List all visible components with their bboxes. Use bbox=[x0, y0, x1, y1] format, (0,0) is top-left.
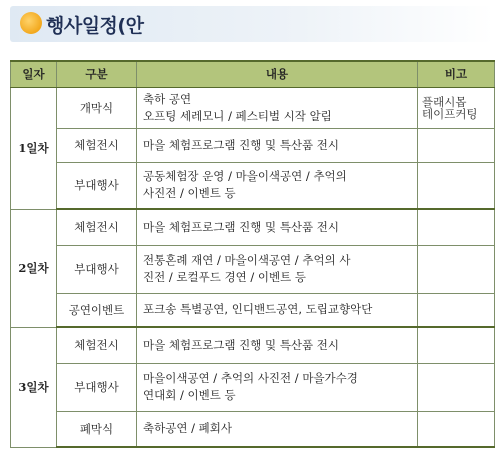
table-row bbox=[11, 363, 495, 411]
note-cell bbox=[418, 411, 495, 447]
table-row bbox=[11, 162, 495, 209]
content-cell: 마을 체험프로그램 진행 및 특산품 전시 bbox=[137, 327, 418, 363]
note-cell: 플래시몹 테이프커팅 bbox=[418, 87, 495, 128]
header-category: 구분 bbox=[57, 61, 137, 87]
day-label: 1일차 bbox=[11, 87, 57, 209]
content-cell: 포크송 특별공연, 인디밴드공연, 도립교향악단 bbox=[137, 293, 418, 327]
table-row bbox=[11, 293, 495, 327]
note-cell bbox=[418, 245, 495, 293]
note-cell bbox=[418, 128, 495, 162]
table-row bbox=[11, 209, 495, 245]
note-cell bbox=[418, 293, 495, 327]
category-cell: 체험전시 bbox=[57, 209, 137, 245]
content-cell: 축하공연 / 폐회사 bbox=[137, 411, 418, 447]
content-cell: 공동체험장 운영 / 마을이색공연 / 추억의 사진전 / 이벤트 등 bbox=[137, 162, 418, 209]
category-cell: 공연이벤트 bbox=[57, 293, 137, 327]
category-cell: 부대행사 bbox=[57, 363, 137, 411]
header-row bbox=[11, 61, 495, 87]
table-row bbox=[11, 245, 495, 293]
note-cell bbox=[418, 162, 495, 209]
content-cell: 마을 체험프로그램 진행 및 특산품 전시 bbox=[137, 209, 418, 245]
header-day: 일자 bbox=[11, 61, 57, 87]
schedule-table bbox=[10, 60, 495, 448]
table-row bbox=[11, 87, 495, 128]
category-cell: 체험전시 bbox=[57, 128, 137, 162]
table-row bbox=[11, 128, 495, 162]
day-label: 3일차 bbox=[11, 327, 57, 447]
note-cell bbox=[418, 327, 495, 363]
header-content: 내용 bbox=[137, 61, 418, 87]
note-cell bbox=[418, 209, 495, 245]
day-label: 2일차 bbox=[11, 209, 57, 327]
category-cell: 체험전시 bbox=[57, 327, 137, 363]
category-cell: 부대행사 bbox=[57, 162, 137, 209]
content-cell: 마을이색공연 / 추억의 사진전 / 마을가수경 연대회 / 이벤트 등 bbox=[137, 363, 418, 411]
header-note: 비고 bbox=[418, 61, 495, 87]
content-cell: 마을 체험프로그램 진행 및 특산품 전시 bbox=[137, 128, 418, 162]
content-cell: 축하 공연 오프팅 세레모니 / 페스티벌 시작 알림 bbox=[137, 87, 418, 128]
page-title: 행사일정(안 bbox=[46, 15, 144, 37]
table-row bbox=[11, 411, 495, 447]
category-cell: 개막식 bbox=[57, 87, 137, 128]
content-cell: 전통혼례 재연 / 마을이색공연 / 추억의 사 진전 / 로컬푸드 경연 / 이벤트 등 bbox=[137, 245, 418, 293]
table-row bbox=[11, 327, 495, 363]
note-cell bbox=[418, 363, 495, 411]
category-cell: 폐막식 bbox=[57, 411, 137, 447]
category-cell: 부대행사 bbox=[57, 245, 137, 293]
bullet-icon bbox=[20, 12, 42, 34]
